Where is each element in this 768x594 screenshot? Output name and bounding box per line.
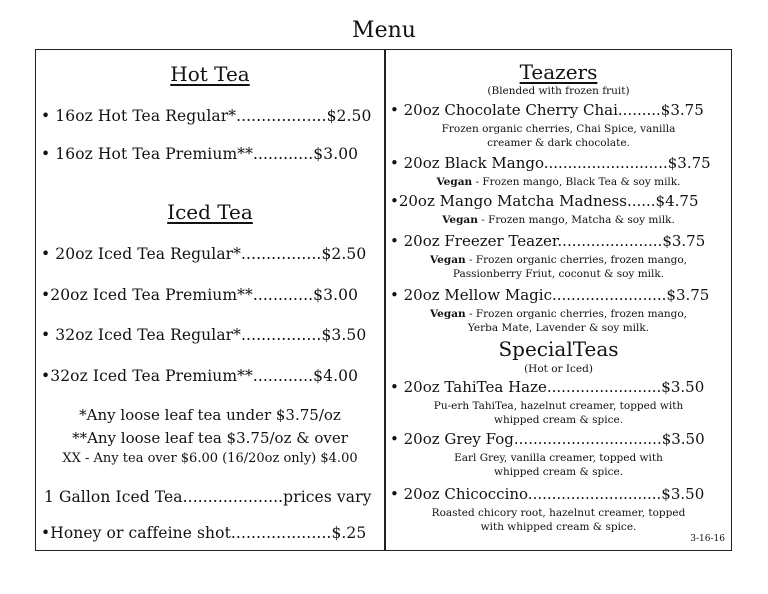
right-column	[386, 50, 731, 550]
chocolate-cherry-chai: • 20oz Chocolate Cherry Chai.........$3.75	[390, 101, 704, 119]
iced-tea-heading: Iced Tea	[167, 200, 253, 224]
note-xx: XX - Any tea over $6.00 (16/20oz only) $4.00	[62, 451, 358, 466]
black-mango: • 20oz Black Mango..........................$3.75	[390, 154, 711, 172]
item-description: Pu-erh TahiTea, hazelnut creamer, topped with	[433, 400, 684, 412]
iced-tea-32-regular: • 32oz Iced Tea Regular*................$3.50	[41, 326, 367, 344]
item-description: Passionberry Friut, coconut & soy milk.	[452, 268, 665, 280]
menu-date: 3-16-16	[690, 534, 725, 544]
iced-tea-32-premium: •32oz Iced Tea Premium**............$4.00	[41, 367, 359, 385]
item-description: whipped cream & spice.	[493, 466, 624, 478]
item-description: Vegan - Frozen mango, Matcha & soy milk.	[442, 214, 675, 226]
iced-tea-20-premium: •20oz Iced Tea Premium**............$3.00	[41, 286, 359, 304]
hot-tea-regular: • 16oz Hot Tea Regular*..................$2.50	[41, 107, 372, 125]
left-column	[36, 50, 384, 550]
menu-title: Menu	[352, 18, 416, 43]
grey-fog: • 20oz Grey Fog...............................$3.50	[390, 430, 705, 448]
item-description: with whipped cream & spice.	[480, 521, 637, 533]
freezer-teazer: • 20oz Freezer Teazer......................$3.75	[390, 232, 706, 250]
menu-board	[35, 49, 732, 551]
item-description: Earl Grey, vanilla creamer, topped with	[454, 452, 663, 464]
item-description: Frozen organic cherries, Chai Spice, vanilla	[441, 123, 676, 135]
honey-caffeine-shot: •Honey or caffeine shot....................$.25	[41, 524, 367, 542]
item-description: Vegan - Frozen organic cherries, frozen mango,	[430, 254, 687, 266]
mango-matcha-madness: •20oz Mango Matcha Madness......$4.75	[390, 192, 699, 210]
specialteas-heading: SpecialTeas	[498, 337, 619, 361]
item-description: Vegan - Frozen organic cherries, frozen mango,	[430, 308, 687, 320]
item-description: whipped cream & spice.	[493, 414, 624, 426]
note-under: *Any loose leaf tea under $3.75/oz	[79, 406, 341, 424]
note-over: **Any loose leaf tea $3.75/oz & over	[72, 429, 348, 447]
mellow-magic: • 20oz Mellow Magic........................$3.75	[390, 286, 710, 304]
gallon-iced-tea: 1 Gallon Iced Tea....................prices vary	[44, 488, 372, 506]
item-description: Roasted chicory root, hazelnut creamer, topped	[431, 507, 686, 519]
item-description: Vegan - Frozen mango, Black Tea & soy milk.	[436, 176, 681, 188]
specialteas-subheading: (Hot or Iced)	[524, 363, 593, 375]
teazers-subheading: (Blended with frozen fruit)	[487, 85, 630, 97]
item-description: Yerba Mate, Lavender & soy milk.	[467, 322, 650, 334]
item-description: creamer & dark chocolate.	[487, 137, 630, 149]
iced-tea-20-regular: • 20oz Iced Tea Regular*................$2.50	[41, 245, 367, 263]
teazers-heading: Teazers	[519, 60, 598, 84]
tahitea-haze: • 20oz TahiTea Haze........................$3.50	[390, 378, 705, 396]
hot-tea-premium: • 16oz Hot Tea Premium**............$3.00	[41, 145, 359, 163]
chicoccino: • 20oz Chicoccino............................$3.50	[390, 485, 705, 503]
hot-tea-heading: Hot Tea	[170, 62, 250, 86]
